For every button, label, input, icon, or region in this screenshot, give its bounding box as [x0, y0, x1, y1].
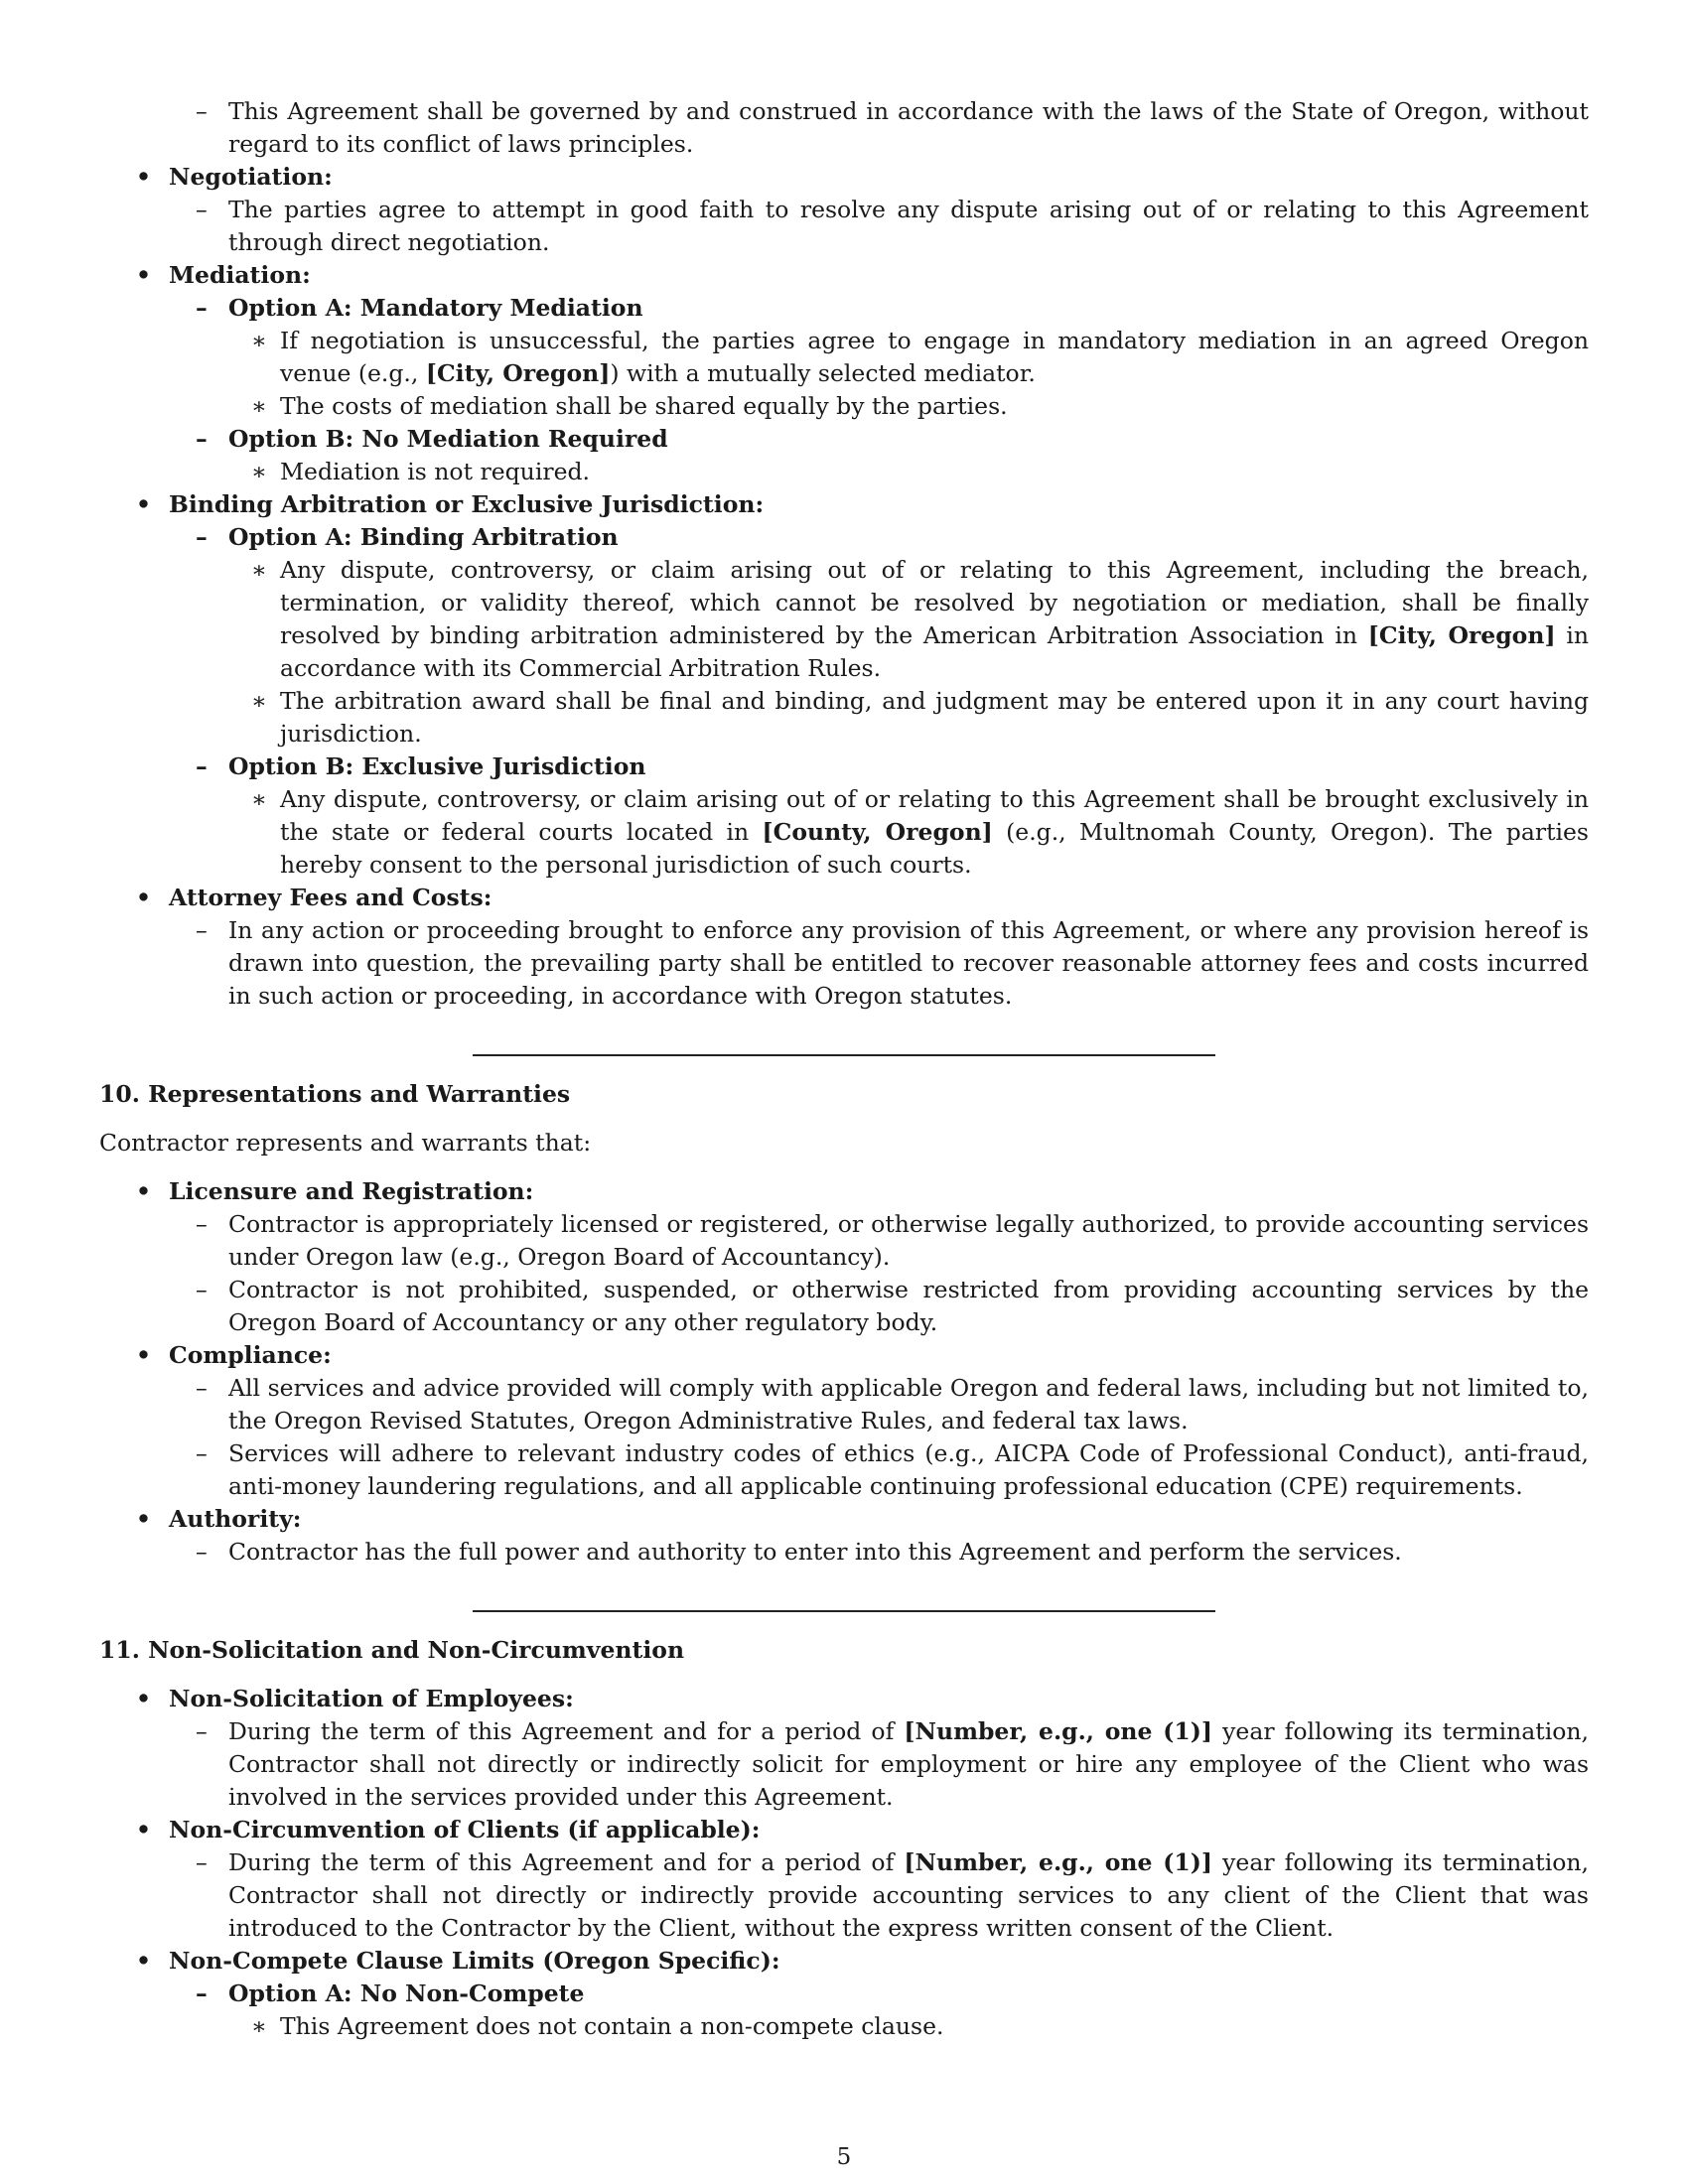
- list-item: [99, 783, 1589, 882]
- page-number: 5: [836, 2144, 852, 2170]
- list-item: [99, 2010, 1589, 2043]
- star-marker: ∗: [251, 327, 267, 354]
- list-heading: [99, 259, 1589, 292]
- list-heading: [99, 882, 1589, 914]
- arbitration-heading: Binding Arbitration or Exclusive Jurisdiction:: [169, 490, 765, 518]
- placeholder-number: [Number, e.g., one (1)]: [904, 1848, 1213, 1876]
- compliance-heading: Compliance:: [169, 1341, 332, 1369]
- text-run: in accordance with its Commercial Arbitration Rules.: [280, 621, 1589, 682]
- list-item: [99, 554, 1589, 685]
- option-heading: [99, 423, 1589, 456]
- text-run: The costs of mediation shall be shared equally by the parties.: [280, 392, 1008, 420]
- text-run: year following its termination, Contractor shall not directly or indirectly provide accounting services to any client of the Client that was introduced to the Contractor by the Client, without the express written consent of the Client.: [228, 1848, 1590, 1942]
- dash-marker: –: [196, 196, 208, 223]
- section-intro: Contractor represents and warrants that:: [99, 1129, 592, 1157]
- bullet-marker: •: [136, 1947, 152, 1975]
- text-run: Contractor is appropriately licensed or registered, or otherwise legally authorized, to provide accounting services under Oregon law (e.g., Oregon Board of Accountancy).: [228, 1210, 1589, 1271]
- bullet-marker: •: [136, 884, 152, 911]
- attorney-fees-heading: Attorney Fees and Costs:: [169, 884, 492, 911]
- bullet-marker: •: [136, 1177, 152, 1205]
- section-divider: [473, 1610, 1215, 1612]
- list-item: [99, 1846, 1589, 1945]
- dash-marker: –: [196, 1374, 208, 1402]
- list-heading: [99, 1814, 1589, 1846]
- list-item: [99, 1274, 1589, 1339]
- negotiation-text: The parties agree to attempt in good faith to resolve any dispute arising out of or relating to this Agreement through direct negotiation.: [228, 196, 1589, 256]
- bullet-marker: •: [136, 1685, 152, 1712]
- dash-marker: –: [196, 523, 208, 551]
- text-run: Any dispute, controversy, or claim arising out of or relating to this Agreement shall be brought exclusively in the state or federal courts located in: [280, 785, 1589, 846]
- text-run: ) with a mutually selected mediator.: [610, 359, 1036, 387]
- placeholder-number: [Number, e.g., one (1)]: [904, 1717, 1213, 1745]
- arbitration-option-a-heading: Option A: Binding Arbitration: [228, 523, 619, 551]
- dash-marker: –: [196, 294, 208, 322]
- noncompete-heading: Non-Compete Clause Limits (Oregon Specific):: [169, 1947, 780, 1975]
- star-marker: ∗: [251, 556, 267, 584]
- list-item: [99, 194, 1589, 259]
- list-heading: [99, 1339, 1589, 1372]
- dash-marker: –: [196, 1276, 208, 1303]
- licensure-heading: Licensure and Registration:: [169, 1177, 534, 1205]
- dash-marker: –: [196, 752, 208, 780]
- option-heading: [99, 1978, 1589, 2010]
- list-item: [99, 914, 1589, 1013]
- bullet-marker: •: [136, 1505, 152, 1533]
- list-item: [99, 1715, 1589, 1814]
- placeholder-city: [City, Oregon]: [1367, 621, 1556, 649]
- bullet-marker: •: [136, 490, 152, 518]
- list-item: [99, 456, 1589, 488]
- text-run: If negotiation is unsuccessful, the parties agree to engage in mandatory mediation in an agreed Oregon venue (e.g.,: [280, 327, 1589, 387]
- text-run: The arbitration award shall be final and binding, and judgment may be entered upon it in any court having jurisdiction.: [280, 687, 1589, 748]
- option-heading: [99, 292, 1589, 325]
- document-page: [99, 95, 1589, 2043]
- list-item: [99, 685, 1589, 751]
- list-heading: [99, 1503, 1589, 1536]
- list-heading: [99, 1683, 1589, 1715]
- negotiation-heading: Negotiation:: [169, 163, 333, 191]
- text-run: Any dispute, controversy, or claim arising out of or relating to this Agreement, including the breach, termination, or validity thereof, which cannot be resolved by negotiation or mediation, shall be finally resolved by binding arbitration administered by the American Arbitration Association in: [280, 556, 1589, 649]
- text-run: This Agreement does not contain a non-compete clause.: [280, 2012, 944, 2040]
- list-item: [99, 1437, 1589, 1503]
- list-item: [99, 1536, 1589, 1569]
- star-marker: ∗: [251, 458, 267, 485]
- dash-marker: –: [196, 425, 208, 453]
- list-item: [99, 1208, 1589, 1274]
- text-run: Services will adhere to relevant industry codes of ethics (e.g., AICPA Code of Professional Conduct), anti-fraud, anti-money laundering regulations, and all applicable continuing professional education (CPE) requirements.: [228, 1439, 1589, 1500]
- text-run: During the term of this Agreement and for a period of: [228, 1717, 905, 1745]
- bullet-marker: •: [136, 1816, 152, 1843]
- star-marker: ∗: [251, 392, 267, 420]
- star-marker: ∗: [251, 785, 267, 813]
- clients-heading: Non-Circumvention of Clients (if applicable):: [169, 1816, 761, 1843]
- bullet-marker: •: [136, 261, 152, 289]
- authority-heading: Authority:: [169, 1505, 302, 1533]
- list-item: [99, 1372, 1589, 1437]
- mediation-heading: Mediation:: [169, 261, 311, 289]
- dash-marker: –: [196, 1210, 208, 1238]
- list-item: [99, 95, 1589, 161]
- text-run: All services and advice provided will comply with applicable Oregon and federal laws, including but not limited to, the Oregon Revised Statutes, Oregon Administrative Rules, and federal tax laws.: [228, 1374, 1589, 1434]
- section-heading: 11. Non-Solicitation and Non-Circumvention: [99, 1636, 685, 1664]
- list-item: [99, 325, 1589, 390]
- mediation-option-a-heading: Option A: Mandatory Mediation: [228, 294, 643, 322]
- section-10-list: [99, 1175, 1589, 1569]
- section-divider: [473, 1054, 1215, 1056]
- text-run: During the term of this Agreement and for a period of: [228, 1848, 905, 1876]
- dash-marker: –: [196, 97, 208, 125]
- placeholder-county: [County, Oregon]: [762, 818, 993, 846]
- list-heading: [99, 488, 1589, 521]
- star-marker: ∗: [251, 687, 267, 715]
- text-run: In any action or proceeding brought to enforce any provision of this Agreement, or where any provision hereof is drawn into question, the prevailing party shall be entitled to recover reasonable attorney fees and costs incurred in such action or proceeding, in accordance with Oregon statutes.: [228, 916, 1589, 1010]
- dash-marker: –: [196, 1538, 208, 1566]
- governing-law-text: This Agreement shall be governed by and construed in accordance with the laws of the State of Oregon, without regard to its conflict of laws principles.: [228, 97, 1589, 158]
- dash-marker: –: [196, 1979, 208, 2007]
- star-marker: ∗: [251, 2012, 267, 2040]
- text-run: Contractor has the full power and authority to enter into this Agreement and perform the services.: [228, 1538, 1402, 1566]
- text-run: year following its termination, Contractor shall not directly or indirectly solicit for employment or hire any employee of the Client who was involved in the services provided under this Agreement.: [228, 1717, 1590, 1811]
- bullet-marker: •: [136, 1341, 152, 1369]
- dash-marker: –: [196, 1848, 208, 1876]
- employees-heading: Non-Solicitation of Employees:: [169, 1685, 574, 1712]
- list-heading: [99, 161, 1589, 194]
- text-run: (e.g., Multnomah County, Oregon). The parties hereby consent to the personal jurisdiction of such courts.: [280, 818, 1589, 879]
- mediation-option-b-heading: Option B: No Mediation Required: [228, 425, 668, 453]
- dash-marker: –: [196, 1439, 208, 1467]
- list-heading: [99, 1175, 1589, 1208]
- arbitration-option-b-heading: Option B: Exclusive Jurisdiction: [228, 752, 646, 780]
- section-heading: 10. Representations and Warranties: [99, 1080, 571, 1108]
- text-run: Contractor is not prohibited, suspended, or otherwise restricted from providing accounting services by the Oregon Board of Accountancy or any other regulatory body.: [228, 1276, 1589, 1336]
- noncompete-option-a-heading: Option A: No Non-Compete: [228, 1979, 585, 2007]
- list-heading: [99, 1945, 1589, 1978]
- bullet-marker: •: [136, 163, 152, 191]
- text-run: Mediation is not required.: [280, 458, 590, 485]
- dash-marker: –: [196, 1717, 208, 1745]
- list-item: [99, 390, 1589, 423]
- dash-marker: –: [196, 916, 208, 944]
- option-heading: [99, 521, 1589, 554]
- option-heading: [99, 751, 1589, 783]
- placeholder-city: [City, Oregon]: [425, 359, 611, 387]
- section-11-list: [99, 1683, 1589, 2043]
